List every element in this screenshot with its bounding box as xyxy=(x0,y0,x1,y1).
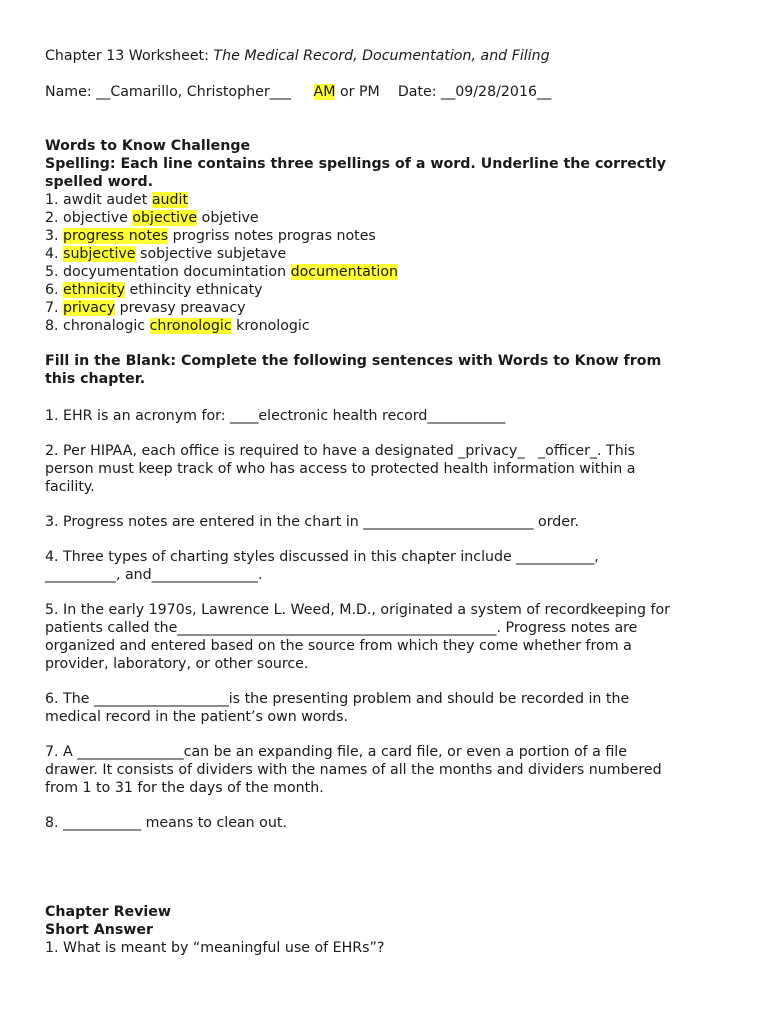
fill-blank-q2-cont: facility. xyxy=(45,479,95,495)
fill-blank-q4: 4. Three types of charting styles discussed in this chapter include ___________, xyxy=(45,549,599,565)
spelling-item-5: 5. docyumentation documintation documentation xyxy=(45,264,399,280)
fill-blank-q8: 8. ___________ means to clean out. xyxy=(45,815,287,831)
spelling-item-6: 6. ethnicity ethincity ethnicaty xyxy=(45,282,263,298)
highlight: privacy xyxy=(63,300,116,316)
fill-blank-q7: 7. A _______________can be an expanding file, a card file, or even a portion of a file xyxy=(45,744,627,760)
fill-blank-q5-cont: organized and entered based on the source from which they come whether from a xyxy=(45,638,632,654)
words-to-know-heading: Words to Know Challenge xyxy=(45,138,251,154)
highlight: objective xyxy=(132,210,198,226)
highlight: progress notes xyxy=(63,228,169,244)
fill-blank-q3: 3. Progress notes are entered in the chart in ________________________ order. xyxy=(45,514,580,530)
fill-blank-q6: 6. The ___________________is the presenting problem and should be recorded in the xyxy=(45,691,630,707)
fill-blank-instructions-cont: this chapter. xyxy=(45,371,146,387)
spelling-instructions-cont: spelled word. xyxy=(45,174,154,190)
highlight: audit xyxy=(151,192,189,208)
fill-blank-instructions: Fill in the Blank: Complete the following sentences with Words to Know from xyxy=(45,353,662,369)
spelling-item-7: 7. privacy prevasy preavacy xyxy=(45,300,246,316)
highlight: ethnicity xyxy=(63,282,125,298)
spelling-instructions: Spelling: Each line contains three spellings of a word. Underline the correctly xyxy=(45,156,667,172)
fill-blank-q2: 2. Per HIPAA, each office is required to have a designated _privacy_ _officer_. This xyxy=(45,443,636,459)
am-highlight: AM xyxy=(313,84,336,100)
highlight: chronologic xyxy=(149,318,232,334)
fill-blank-q4-cont: __________, and_______________. xyxy=(45,567,263,583)
short-answer-heading: Short Answer xyxy=(45,922,154,938)
fill-blank-q5: 5. In the early 1970s, Lawrence L. Weed, M.D., originated a system of recordkeeping for xyxy=(45,602,670,618)
spelling-item-1: 1. awdit audet audit xyxy=(45,192,189,208)
spelling-item-3: 3. progress notes progriss notes progras notes xyxy=(45,228,376,244)
short-answer-q1: 1. What is meant by “meaningful use of EHRs”? xyxy=(45,940,385,956)
chapter-review-heading: Chapter Review xyxy=(45,904,171,920)
fill-blank-q5-cont: provider, laboratory, or other source. xyxy=(45,656,309,672)
fill-blank-q7-cont: drawer. It consists of dividers with the names of all the months and dividers numbered xyxy=(45,762,662,778)
highlight: subjective xyxy=(63,246,136,262)
fill-blank-q1: 1. EHR is an acronym for: ____electronic health record___________ xyxy=(45,408,506,424)
fill-blank-q2-cont: person must keep track of who has access to protected health information within a xyxy=(45,461,636,477)
fill-blank-q5-cont: patients called the_____________________________________________. Progress notes are xyxy=(45,620,638,636)
spelling-item-8: 8. chronalogic chronologic kronologic xyxy=(45,318,310,334)
spelling-item-2: 2. objective objective objetive xyxy=(45,210,259,226)
name-date-line xyxy=(45,83,551,101)
name-field: Name: __Camarillo, Christopher___ xyxy=(45,84,314,100)
fill-blank-q6-cont: medical record in the patient’s own words. xyxy=(45,709,348,725)
highlight: documentation xyxy=(290,264,399,280)
title-italic: The Medical Record, Documentation, and Filing xyxy=(213,48,550,64)
spelling-item-4: 4. subjective sobjective subjetave xyxy=(45,246,287,262)
worksheet-title xyxy=(45,47,550,65)
title-prefix: Chapter 13 Worksheet: xyxy=(45,48,214,64)
fill-blank-q7-cont: from 1 to 31 for the days of the month. xyxy=(45,780,324,796)
date-field: or PM Date: __09/28/2016__ xyxy=(335,84,552,100)
